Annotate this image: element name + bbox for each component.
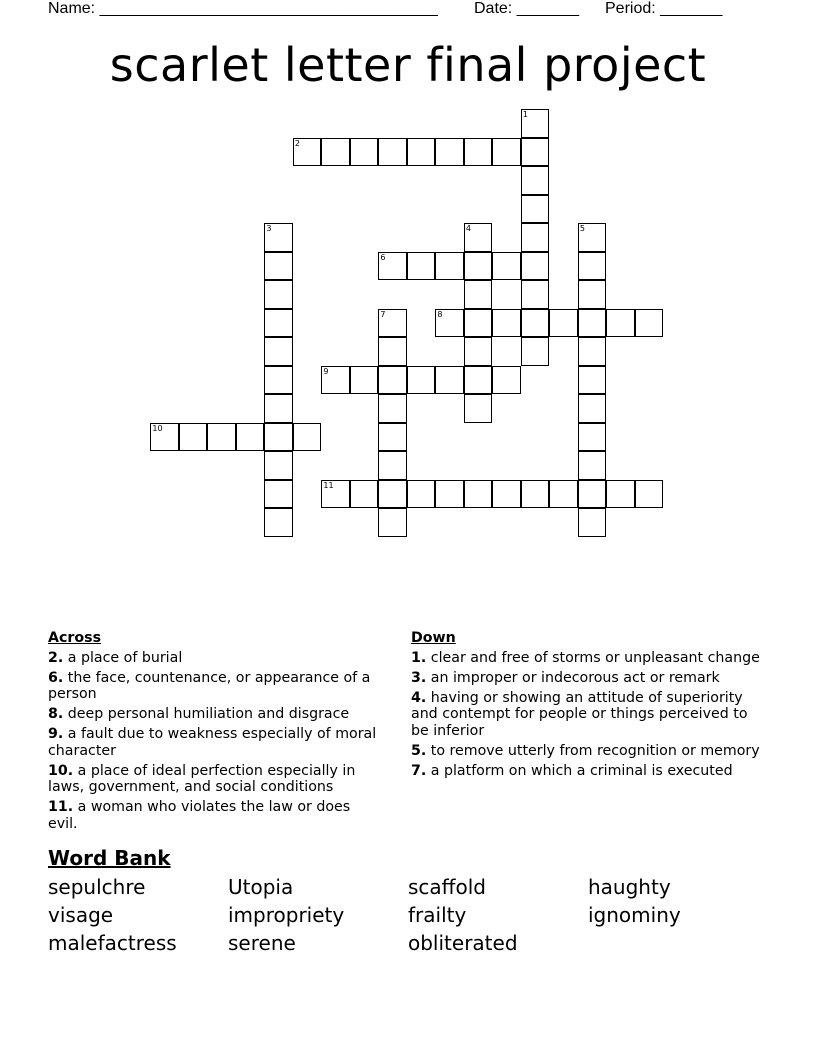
crossword-cell[interactable] bbox=[521, 480, 550, 509]
crossword-cell[interactable] bbox=[350, 366, 379, 395]
clue-number: 3 bbox=[266, 224, 272, 234]
crossword-cell[interactable] bbox=[606, 309, 635, 338]
crossword-cell[interactable] bbox=[578, 480, 607, 509]
crossword-cell[interactable] bbox=[264, 223, 293, 252]
down-clues bbox=[411, 630, 761, 783]
crossword-cell[interactable] bbox=[378, 252, 407, 281]
crossword-cell[interactable] bbox=[521, 309, 550, 338]
crossword-cell[interactable] bbox=[321, 480, 350, 509]
crossword-cell[interactable] bbox=[578, 280, 607, 309]
crossword-cell[interactable] bbox=[378, 508, 407, 537]
down-clue: 3. an improper or indecorous act or remark bbox=[411, 669, 720, 686]
word-bank-word: obliterated bbox=[408, 931, 518, 955]
crossword-cell[interactable] bbox=[264, 480, 293, 509]
crossword-cell[interactable] bbox=[464, 366, 493, 395]
crossword-cell[interactable] bbox=[321, 138, 350, 167]
crossword-cell[interactable] bbox=[492, 309, 521, 338]
down-clue: 5. to remove utterly from recognition or memory bbox=[411, 742, 760, 759]
crossword-cell[interactable] bbox=[350, 480, 379, 509]
across-heading: Across bbox=[48, 630, 102, 646]
crossword-cell[interactable] bbox=[521, 223, 550, 252]
word-bank-word: haughty bbox=[588, 875, 671, 899]
crossword-cell[interactable] bbox=[578, 366, 607, 395]
down-clue: 4. having or showing an attitude of superiority and contempt for people or things perceived to be inferior bbox=[411, 689, 748, 739]
crossword-cell[interactable] bbox=[407, 252, 436, 281]
crossword-cell[interactable] bbox=[578, 451, 607, 480]
crossword-cell[interactable] bbox=[150, 423, 179, 452]
crossword-cell[interactable] bbox=[407, 366, 436, 395]
word-bank-word: visage bbox=[48, 903, 114, 927]
crossword-cell[interactable] bbox=[492, 480, 521, 509]
crossword-cell[interactable] bbox=[578, 252, 607, 281]
crossword-cell[interactable] bbox=[435, 480, 464, 509]
across-clues bbox=[48, 630, 383, 836]
down-heading: Down bbox=[411, 630, 456, 646]
clue-number: 9 bbox=[323, 366, 329, 376]
crossword-cell[interactable] bbox=[521, 195, 550, 224]
across-clue: 6. the face, countenance, or appearance of a person bbox=[48, 669, 371, 702]
crossword-cell[interactable] bbox=[578, 423, 607, 452]
word-bank-word: ignominy bbox=[588, 903, 681, 927]
crossword-cell[interactable] bbox=[378, 423, 407, 452]
crossword-cell[interactable] bbox=[407, 480, 436, 509]
crossword-cell[interactable] bbox=[378, 337, 407, 366]
crossword-cell[interactable] bbox=[293, 423, 322, 452]
crossword-cell[interactable] bbox=[464, 394, 493, 423]
crossword-cell[interactable] bbox=[264, 337, 293, 366]
clue-number: 4 bbox=[465, 224, 471, 234]
crossword-cell[interactable] bbox=[549, 309, 578, 338]
down-clue: 1. clear and free of storms or unpleasant change bbox=[411, 649, 760, 666]
down-clue: 7. a platform on which a criminal is executed bbox=[411, 762, 733, 779]
crossword-cell[interactable] bbox=[635, 480, 664, 509]
word-bank-word: serene bbox=[228, 931, 296, 955]
clue-number: 2 bbox=[294, 138, 300, 148]
crossword-cell[interactable] bbox=[464, 252, 493, 281]
crossword-cell[interactable] bbox=[464, 480, 493, 509]
across-clue: 11. a woman who violates the law or does evil. bbox=[48, 799, 351, 832]
clue-number: 7 bbox=[380, 309, 386, 319]
crossword-cell[interactable] bbox=[378, 309, 407, 338]
crossword-cell[interactable] bbox=[578, 394, 607, 423]
crossword-cell[interactable] bbox=[264, 280, 293, 309]
across-clue: 2. a place of burial bbox=[48, 649, 183, 666]
crossword-cell[interactable] bbox=[207, 423, 236, 452]
crossword-cell[interactable] bbox=[378, 366, 407, 395]
crossword-cell[interactable] bbox=[578, 223, 607, 252]
crossword-cell[interactable] bbox=[635, 309, 664, 338]
crossword-cell[interactable] bbox=[578, 309, 607, 338]
word-bank-word: malefactress bbox=[48, 931, 177, 955]
date-field-label[interactable]: Date: _______ bbox=[474, 0, 579, 17]
crossword-cell[interactable] bbox=[293, 138, 322, 167]
clue-number: 10 bbox=[152, 423, 163, 433]
crossword-cell[interactable] bbox=[464, 138, 493, 167]
across-clue: 8. deep personal humiliation and disgrace bbox=[48, 706, 350, 722]
crossword-cell[interactable] bbox=[521, 138, 550, 167]
word-bank-word: Utopia bbox=[228, 875, 294, 899]
across-clue: 9. a fault due to weakness especially of moral character bbox=[48, 726, 377, 759]
crossword-cell[interactable] bbox=[435, 309, 464, 338]
crossword-cell[interactable] bbox=[435, 138, 464, 167]
word-bank-title: Word Bank bbox=[48, 846, 171, 870]
crossword-cell[interactable] bbox=[521, 252, 550, 281]
crossword-cell[interactable] bbox=[464, 309, 493, 338]
crossword-cell[interactable] bbox=[264, 366, 293, 395]
crossword-cell[interactable] bbox=[606, 480, 635, 509]
crossword-cell[interactable] bbox=[236, 423, 265, 452]
crossword-cell[interactable] bbox=[435, 252, 464, 281]
crossword-cell[interactable] bbox=[549, 480, 578, 509]
crossword-cell[interactable] bbox=[521, 166, 550, 195]
crossword-cell[interactable] bbox=[435, 366, 464, 395]
period-field-label[interactable]: Period: _______ bbox=[605, 0, 723, 17]
crossword-cell[interactable] bbox=[264, 508, 293, 537]
crossword-cell[interactable] bbox=[492, 366, 521, 395]
word-bank-word: scaffold bbox=[408, 875, 486, 899]
crossword-cell[interactable] bbox=[264, 451, 293, 480]
crossword-cell[interactable] bbox=[378, 480, 407, 509]
clue-number: 6 bbox=[380, 252, 386, 262]
crossword-cell[interactable] bbox=[464, 223, 493, 252]
crossword-cell[interactable] bbox=[464, 280, 493, 309]
crossword-cell[interactable] bbox=[492, 252, 521, 281]
clue-number: 8 bbox=[437, 309, 443, 319]
crossword-cell[interactable] bbox=[264, 394, 293, 423]
word-bank-word: impropriety bbox=[228, 903, 345, 927]
crossword-cell[interactable] bbox=[407, 138, 436, 167]
clue-number: 5 bbox=[579, 224, 585, 234]
crossword-cell[interactable] bbox=[521, 280, 550, 309]
crossword-cell[interactable] bbox=[378, 451, 407, 480]
crossword-cell[interactable] bbox=[350, 138, 379, 167]
crossword-cell[interactable] bbox=[264, 309, 293, 338]
crossword-cell[interactable] bbox=[578, 508, 607, 537]
crossword-cell[interactable] bbox=[578, 337, 607, 366]
crossword-cell[interactable] bbox=[521, 109, 550, 138]
crossword-cell[interactable] bbox=[464, 337, 493, 366]
crossword-cell[interactable] bbox=[264, 423, 293, 452]
word-bank-word: sepulchre bbox=[48, 875, 146, 899]
crossword-cell[interactable] bbox=[378, 138, 407, 167]
crossword-cell[interactable] bbox=[264, 252, 293, 281]
clue-number: 1 bbox=[522, 110, 528, 120]
crossword-cell[interactable] bbox=[492, 138, 521, 167]
clue-number: 11 bbox=[323, 480, 334, 490]
across-clue: 10. a place of ideal perfection especially in laws, government, and social conditions bbox=[48, 762, 356, 795]
name-field-label[interactable]: Name: ______________________________________ bbox=[48, 0, 438, 17]
crossword-cell[interactable] bbox=[378, 394, 407, 423]
crossword-cell[interactable] bbox=[521, 337, 550, 366]
word-bank-word: frailty bbox=[408, 903, 467, 927]
crossword-cell[interactable] bbox=[179, 423, 208, 452]
page-title: scarlet letter final project bbox=[109, 38, 707, 92]
crossword-cell[interactable] bbox=[321, 366, 350, 395]
